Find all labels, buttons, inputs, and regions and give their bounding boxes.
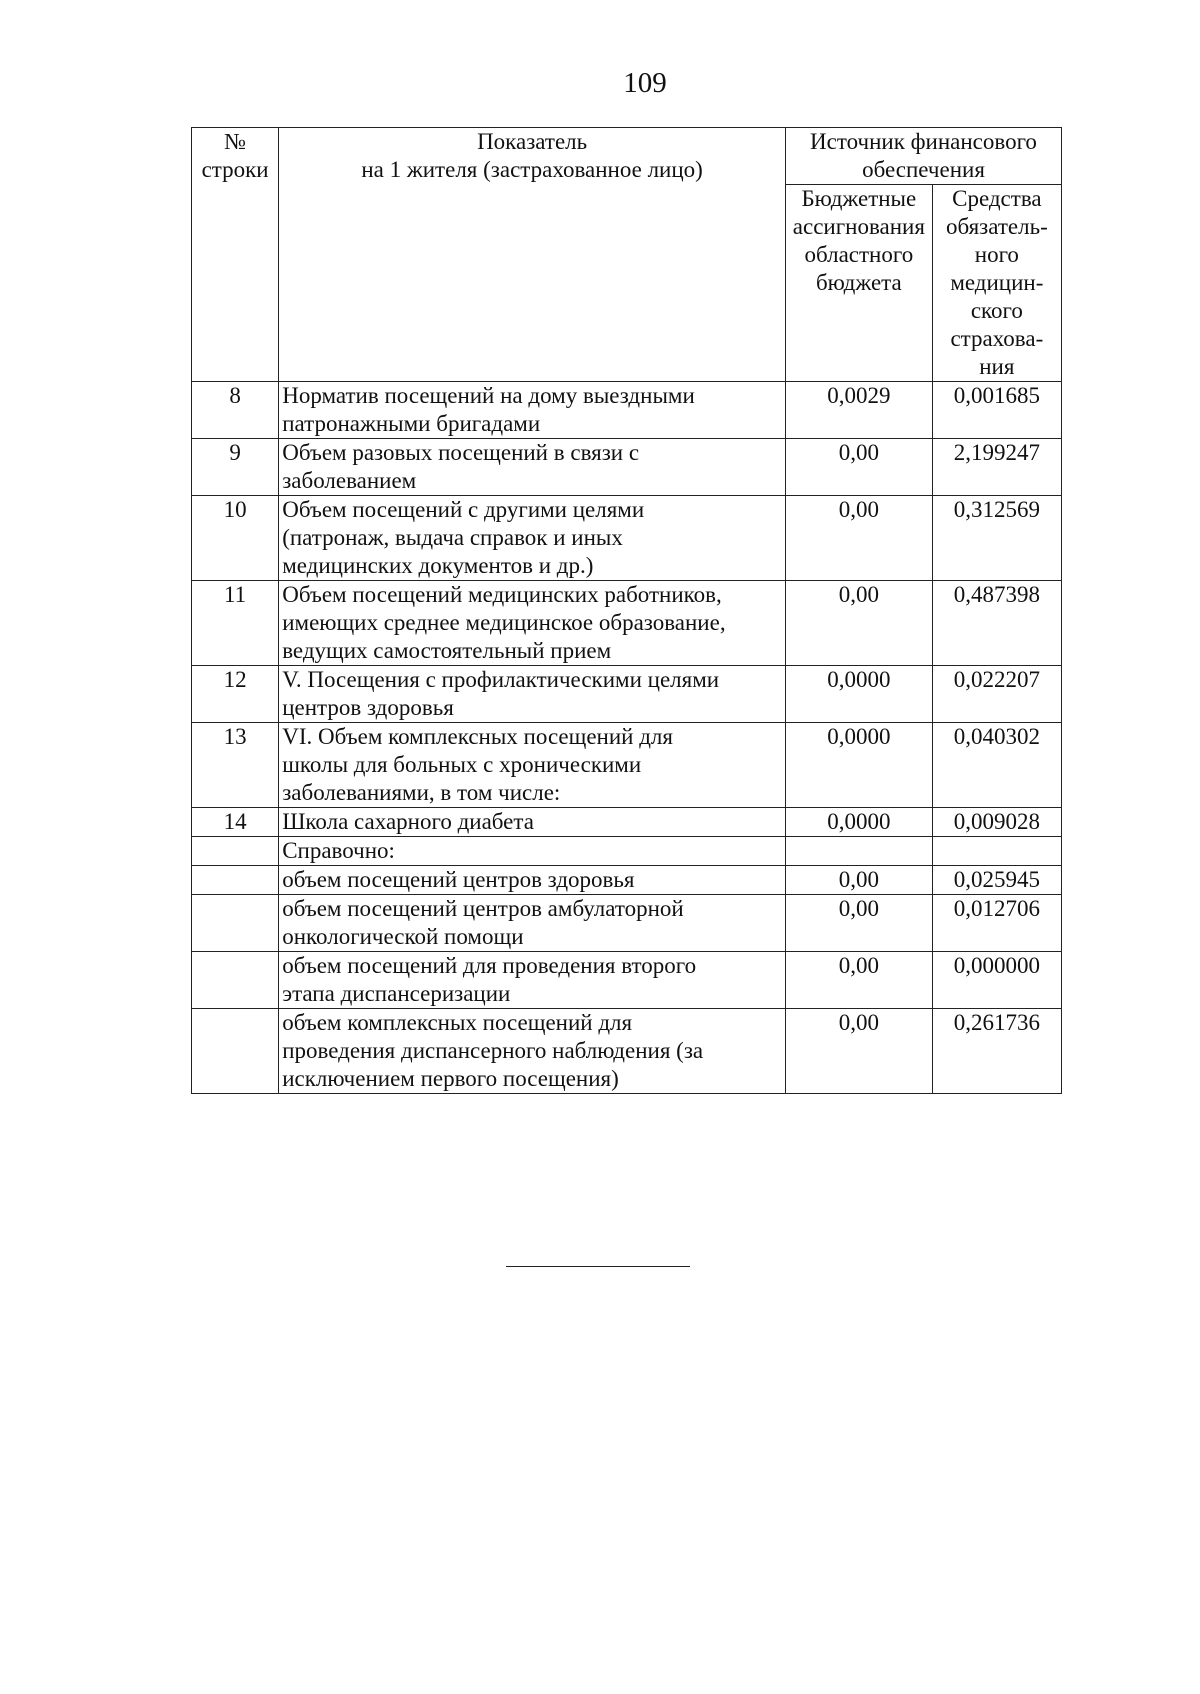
table-header — [192, 128, 1062, 382]
row-oms-value: 0,312569 — [932, 496, 1061, 581]
row-oms-value: 0,022207 — [932, 666, 1061, 723]
table-row — [192, 496, 1062, 581]
row-number — [192, 866, 279, 895]
row-indicator: VI. Объем комплексных посещений для школы для больных с хроническими заболеваниями, в том числе: — [279, 723, 786, 808]
row-indicator: объем посещений для проведения второго этапа диспансеризации — [279, 952, 786, 1009]
header-row-number: № строки — [192, 128, 279, 382]
row-oms-value: 0,040302 — [932, 723, 1061, 808]
row-oms-value: 0,009028 — [932, 808, 1061, 837]
row-indicator: Объем посещений медицинских работников, имеющих среднее медицинское образование, ведущих самостоятельный прием — [279, 581, 786, 666]
row-number — [192, 895, 279, 952]
row-indicator: Объем разовых посещений в связи с заболеванием — [279, 439, 786, 496]
table-row — [192, 866, 1062, 895]
row-indicator: объем посещений центров здоровья — [279, 866, 786, 895]
table-row — [192, 808, 1062, 837]
page-number: 109 — [623, 67, 667, 99]
header-funding-source: Источник финансового обеспечения — [786, 128, 1062, 185]
row-budget-value: 0,0029 — [786, 382, 933, 439]
table-row — [192, 666, 1062, 723]
row-indicator: Справочно: — [279, 837, 786, 866]
row-indicator: Объем посещений с другими целями (патронаж, выдача справок и иных медицинских документов и др.) — [279, 496, 786, 581]
row-indicator: объем комплексных посещений для проведения диспансерного наблюдения (за исключением первого посещения) — [279, 1009, 786, 1094]
row-number: 8 — [192, 382, 279, 439]
row-number — [192, 1009, 279, 1094]
row-number: 10 — [192, 496, 279, 581]
row-oms-value: 2,199247 — [932, 439, 1061, 496]
row-number: 9 — [192, 439, 279, 496]
closing-rule — [506, 1266, 690, 1267]
row-oms-value: 0,000000 — [932, 952, 1061, 1009]
row-number: 12 — [192, 666, 279, 723]
row-budget-value: 0,0000 — [786, 666, 933, 723]
header-budget: Бюджетные ассигнования областного бюджета — [786, 185, 933, 382]
indicator-table — [191, 127, 1062, 1094]
row-oms-value: 0,012706 — [932, 895, 1061, 952]
header-indicator: Показатель на 1 жителя (застрахованное лицо) — [279, 128, 786, 382]
row-indicator: объем посещений центров амбулаторной онкологической помощи — [279, 895, 786, 952]
row-budget-value: 0,0000 — [786, 723, 933, 808]
row-budget-value — [786, 837, 933, 866]
row-budget-value: 0,00 — [786, 895, 933, 952]
row-number: 14 — [192, 808, 279, 837]
table-row — [192, 1009, 1062, 1094]
row-oms-value: 0,487398 — [932, 581, 1061, 666]
row-budget-value: 0,0000 — [786, 808, 933, 837]
header-oms: Средства обязатель- ного медицин- ского страхова- ния — [932, 185, 1061, 382]
table-row — [192, 581, 1062, 666]
row-number: 13 — [192, 723, 279, 808]
row-indicator: V. Посещения с профилактическими целями центров здоровья — [279, 666, 786, 723]
row-budget-value: 0,00 — [786, 952, 933, 1009]
table-row — [192, 952, 1062, 1009]
table-body — [192, 382, 1062, 1094]
row-budget-value: 0,00 — [786, 496, 933, 581]
row-budget-value: 0,00 — [786, 581, 933, 666]
header-row — [192, 128, 1062, 185]
table-row — [192, 837, 1062, 866]
table-row — [192, 895, 1062, 952]
row-number — [192, 837, 279, 866]
row-number: 11 — [192, 581, 279, 666]
row-number — [192, 952, 279, 1009]
table-row — [192, 723, 1062, 808]
row-budget-value: 0,00 — [786, 1009, 933, 1094]
row-oms-value: 0,025945 — [932, 866, 1061, 895]
row-budget-value: 0,00 — [786, 866, 933, 895]
row-indicator: Школа сахарного диабета — [279, 808, 786, 837]
table-row — [192, 439, 1062, 496]
row-indicator: Норматив посещений на дому выездными патронажными бригадами — [279, 382, 786, 439]
row-oms-value — [932, 837, 1061, 866]
row-oms-value: 0,001685 — [932, 382, 1061, 439]
row-oms-value: 0,261736 — [932, 1009, 1061, 1094]
table-row — [192, 382, 1062, 439]
row-budget-value: 0,00 — [786, 439, 933, 496]
